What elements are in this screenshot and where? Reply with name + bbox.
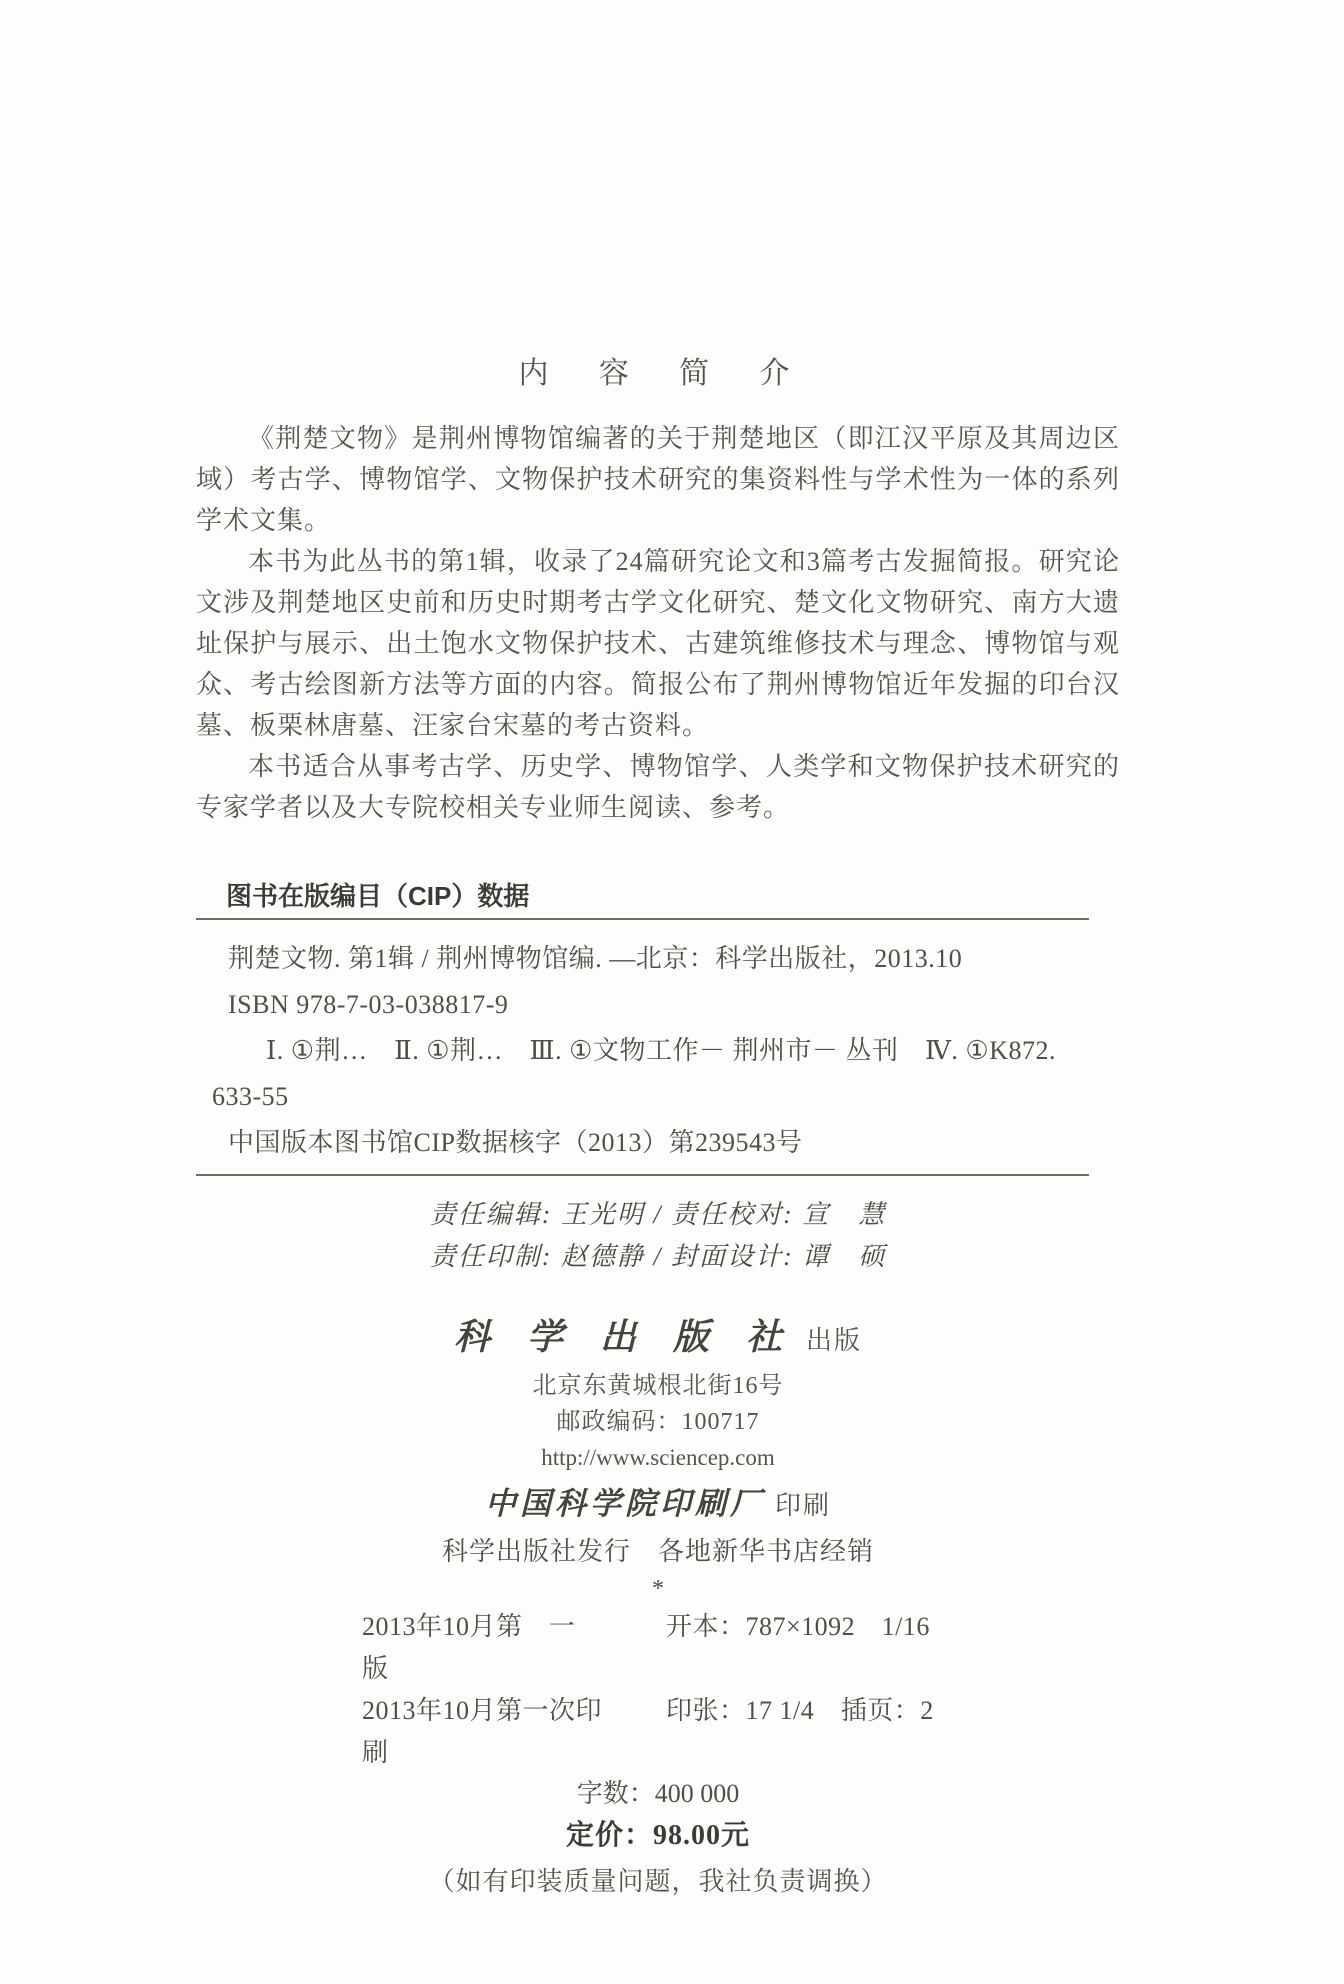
- staff-printing-line: 责任印制: 赵德静 / 封面设计: 谭 硕: [429, 1242, 887, 1271]
- cip-body: [196, 920, 1120, 1174]
- word-count-line: 字数：400 000: [576, 1779, 740, 1808]
- separator-asterisk: *: [652, 1576, 664, 1602]
- content-summary-section: [196, 352, 1120, 828]
- staff-editors-line: 责任编辑: 王光明 / 责任校对: 宣 慧: [429, 1200, 887, 1229]
- printer-name-logotype: 中国科学院印刷厂: [484, 1486, 765, 1521]
- summary-paragraph-2: 本书为此丛书的第1辑，收录了24篇研究论文和3篇考古发掘简报。研究论文涉及荆楚地区史前和历史时期考古学文化研究、楚文化文物研究、南方大遗址保护与展示、出土饱水文物保护技术、古建筑维修技术与理念、博物馆与观众、考古绘图新方法等方面的内容。简报公布了荆州博物馆近年发掘的印台汉墓、板栗林唐墓、汪家台宋墓的考古资料。: [196, 547, 1120, 740]
- printer-name-line: [196, 1482, 1120, 1532]
- quality-note-line: （如有印装质量问题，我社负责调换）: [428, 1867, 888, 1896]
- publisher-postcode: 邮政编码：100717: [556, 1409, 760, 1435]
- edition-format-line: 开本：787×1092 1/16: [666, 1612, 930, 1641]
- edition-row-1: [196, 1606, 1120, 1690]
- printer-role-label: 印刷: [774, 1491, 831, 1520]
- sheets-inserts-line: 印张：17 1/4 插页：2: [666, 1696, 934, 1725]
- edition-date-line: 2013年10月第 一 版: [362, 1612, 603, 1683]
- publisher-role-label: 出版: [806, 1326, 863, 1355]
- publisher-address: 北京东黄城根北街16号: [532, 1373, 784, 1399]
- staff-credits: [196, 1194, 1120, 1278]
- printing-date-line: 2013年10月第一次印刷: [362, 1696, 603, 1767]
- summary-paragraph-3: 本书适合从事考古学、历史学、博物馆学、人类学和文物保护技术研究的专家学者以及大专院校相关专业师生阅读、参考。: [196, 752, 1120, 822]
- cip-record-number-line: 中国版本图书馆CIP数据核字（2013）第239543号: [228, 1128, 803, 1157]
- publisher-name-line: [196, 1314, 1120, 1368]
- publisher-website: http://www.sciencep.com: [541, 1445, 775, 1470]
- cip-divider-bottom: [196, 1174, 1089, 1176]
- cip-heading: 图书在版编目（CIP）数据: [226, 881, 530, 911]
- cip-isbn-line: ISBN 978-7-03-038817-9: [228, 990, 509, 1019]
- cip-title-line: 荆楚文物. 第1辑 / 荆州博物馆编. —北京：科学出版社，2013.10: [228, 944, 963, 973]
- cip-classification-line: Ⅰ. ①荆… Ⅱ. ①荆… Ⅲ. ①文物工作－ 荆州市－ 丛刊 Ⅳ. ①K872.: [266, 1036, 1057, 1065]
- publisher-name-logotype: 科 学 出 版 社: [453, 1317, 796, 1357]
- price-line: 定价：98.00元: [565, 1820, 750, 1851]
- summary-paragraphs: [196, 418, 1120, 828]
- summary-heading: 内 容 简 介: [518, 357, 798, 390]
- distribution-line: 科学出版社发行 各地新华书店经销: [441, 1537, 874, 1566]
- cip-section: [196, 878, 1120, 1176]
- page-content: [196, 0, 1120, 1902]
- imprint-block: [196, 1314, 1120, 1902]
- summary-paragraph-1: 《荆楚文物》是荆州博物馆编著的关于荆楚地区（即江汉平原及其周边区域）考古学、博物馆学、文物保护技术研究的集资料性与学术性为一体的系列学术文集。: [196, 424, 1120, 535]
- cip-classification-continued: 633-55: [212, 1082, 289, 1111]
- edition-row-2: [196, 1690, 1120, 1774]
